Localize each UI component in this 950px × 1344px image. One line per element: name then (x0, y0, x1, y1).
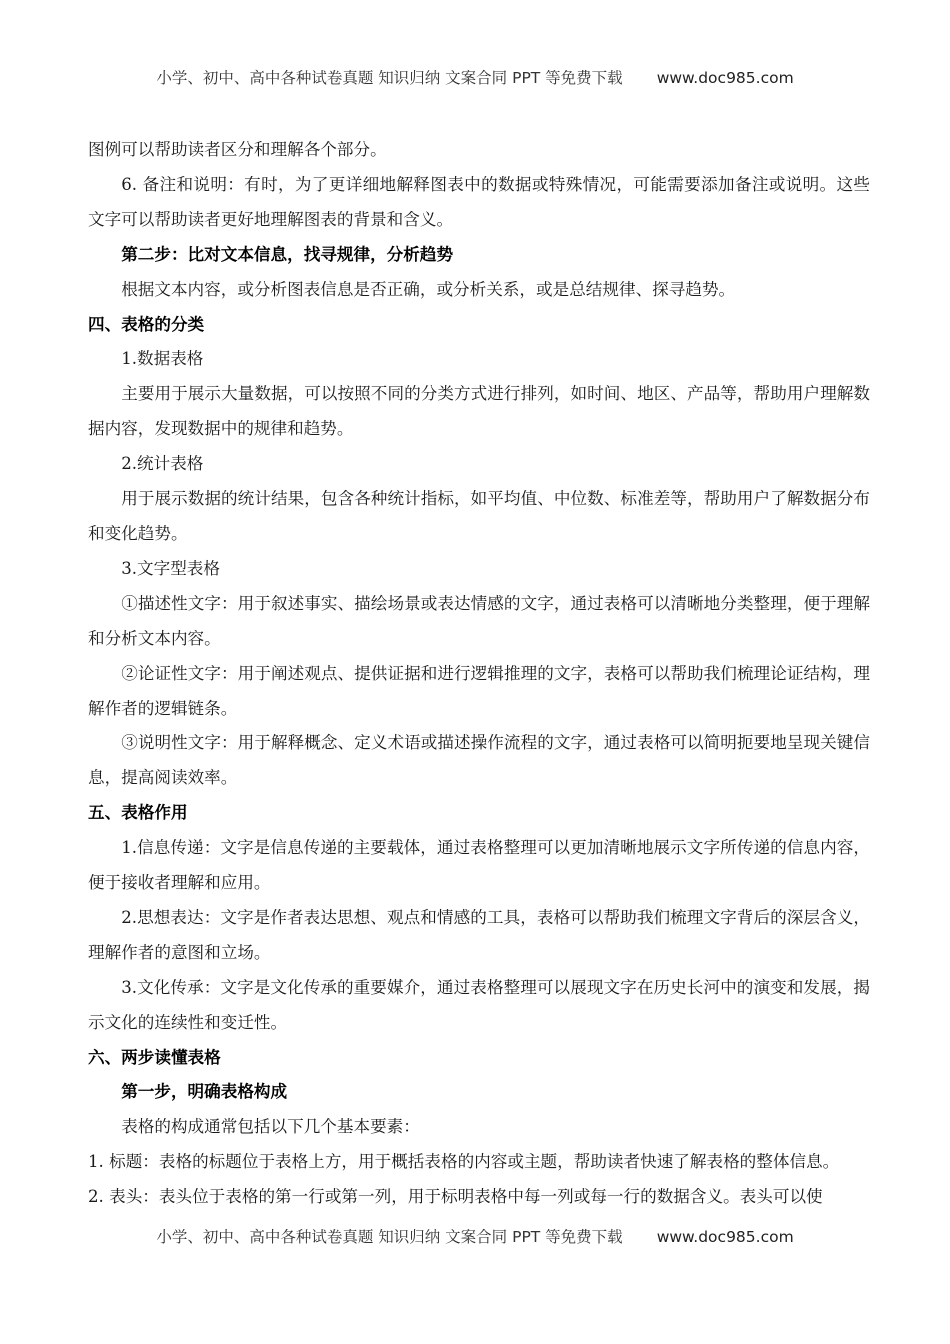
footer-text: 小学、初中、高中各种试卷真题 知识归纳 文案合同 PPT 等免费下载 (156, 1228, 623, 1246)
paragraph: 3.文化传承：文字是文化传承的重要媒介，通过表格整理可以展现文字在历史长河中的演变和发展，揭示文化的连续性和变迁性。 (88, 977, 870, 1032)
step-heading: 第一步，明确表格构成 (121, 1082, 288, 1102)
paragraph: 2. 表头：表头位于表格的第一行或第一列，用于标明表格中每一列或每一行的数据含义。表头可以使 (88, 1187, 823, 1207)
paragraph: 根据文本内容，或分析图表信息是否正确，或分析关系，或是总结规律、探寻趋势。 (121, 279, 736, 299)
section-heading: 六、两步读懂表格 (88, 1047, 221, 1067)
step-heading: 第二步：比对文本信息，找寻规律，分析趋势 (121, 244, 454, 264)
page-footer (0, 1227, 950, 1247)
paragraph: 表格的构成通常包括以下几个基本要素： (121, 1117, 420, 1137)
paragraph: 1.信息传递：文字是信息传递的主要载体，通过表格整理可以更加清晰地展示文字所传递的信息内容，便于接收者理解和应用。 (88, 838, 870, 893)
section-heading: 四、表格的分类 (88, 314, 205, 334)
document-body (88, 133, 870, 1215)
footer-url: www.doc985.com (656, 1228, 794, 1246)
paragraph: ③说明性文字：用于解释概念、定义术语或描述操作流程的文字，通过表格可以简明扼要地呈现关键信息，提高阅读效率。 (88, 733, 870, 788)
section-heading: 五、表格作用 (88, 803, 188, 823)
paragraph: ①描述性文字：用于叙述事实、描绘场景或表达情感的文字，通过表格可以清晰地分类整理，便于理解和分析文本内容。 (88, 593, 870, 648)
paragraph: ②论证性文字：用于阐述观点、提供证据和进行逻辑推理的文字，表格可以帮助我们梳理论证结构，理解作者的逻辑链条。 (88, 663, 870, 718)
paragraph: 1.数据表格 (121, 349, 204, 369)
page-header (0, 68, 950, 88)
paragraph: 主要用于展示大量数据，可以按照不同的分类方式进行排列，如时间、地区、产品等，帮助用户理解数据内容，发现数据中的规律和趋势。 (88, 384, 870, 439)
header-url: www.doc985.com (656, 69, 794, 87)
paragraph: 用于展示数据的统计结果，包含各种统计指标，如平均值、中位数、标准差等，帮助用户了解数据分布和变化趋势。 (88, 489, 870, 543)
paragraph: 图例可以帮助读者区分和理解各个部分。 (88, 140, 387, 159)
paragraph: 2.思想表达：文字是作者表达思想、观点和情感的工具，表格可以帮助我们梳理文字背后的深层含义，理解作者的意图和立场。 (88, 907, 870, 962)
paragraph: 1. 标题：表格的标题位于表格上方，用于概括表格的内容或主题，帮助读者快速了解表格的整体信息。 (88, 1152, 840, 1172)
paragraph: 6. 备注和说明：有时，为了更详细地解释图表中的数据或特殊情况，可能需要添加备注或说明。这些文字可以帮助读者更好地理解图表的背景和含义。 (88, 174, 870, 229)
header-text: 小学、初中、高中各种试卷真题 知识归纳 文案合同 PPT 等免费下载 (156, 69, 623, 87)
paragraph: 3.文字型表格 (121, 558, 220, 578)
paragraph: 2.统计表格 (121, 454, 204, 474)
